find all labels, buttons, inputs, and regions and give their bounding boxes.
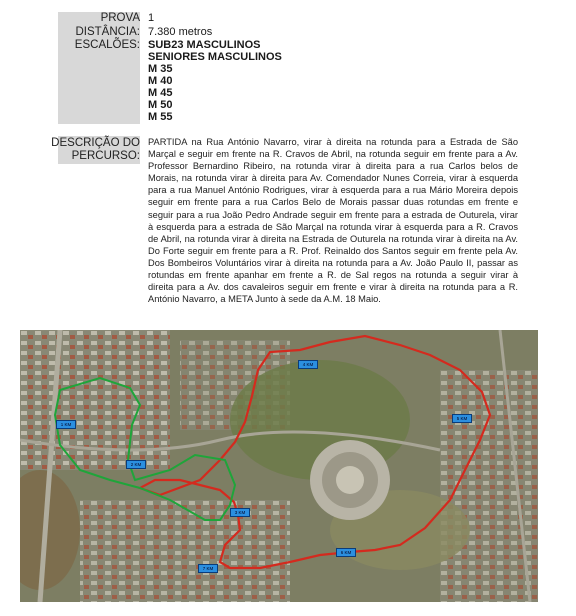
descricao-label-line1: DESCRIÇÃO DO xyxy=(51,137,140,149)
km-marker: 1 KM xyxy=(56,420,76,429)
km-marker: 2 KM xyxy=(126,460,146,469)
descricao-label-line2: PERCURSO: xyxy=(71,150,140,162)
prova-label: PROVA xyxy=(100,12,140,24)
escalao-item: M 45 xyxy=(148,87,173,99)
escaloes-label: ESCALÕES: xyxy=(74,39,140,51)
escalao-item: M 35 xyxy=(148,63,173,75)
descricao-text: PARTIDA na Rua António Navarro, virar à direita na rotunda para a Estrada de São Marçal e seguir em frente na R. Cravos de Abril, na rotunda seguir em frente para a Av. Professor Bernardino Ribeiro, na rotunda virar à direita para a rua Carlos belos de Morais, na rotunda virar à direita para Av. Comendador Nunes Correia, virar à esquerda para a rua Manuel António Rodrigues, virar à esquerda para a rua Mário Moreira depois seguir em frente para a rua Carlos Belo de Morais passar duas rotundas em frente e seguir para a rua João Pedro Andrade seguir em frente para a estrada de Outurela, virar à esquerda para a estrada de São Marçal na rotunda virar à esquerda para a R. Cravos de Abril, na rotunda virar à direita na Estrada de Outurela na rotunda virar à direita na Av. Do Forte seguir em frente para a R. Prof. Reinaldo dos Santos seguir em frente pela Av. Dos Bombeiros Voluntários virar à direita na rotunda para a Av. João Paulo II, passar as rotundas em frente apanhar em frente a R. de Sal regos na rotunda a seguir virar à direita para a Av. dos cavaleiros seguir em frente e virar à direita na rotunda para a R. António Navarro, a META Junto à sede da A.M. 18 Maio. xyxy=(148,137,518,305)
route-map xyxy=(20,330,538,602)
escalao-item: M 55 xyxy=(148,111,173,123)
km-marker: 4 KM xyxy=(298,360,318,369)
km-marker: 7 KM xyxy=(198,564,218,573)
distancia-label: DISTÂNCIA: xyxy=(75,26,140,38)
km-marker: 6 KM xyxy=(336,548,356,557)
km-marker: 5 KM xyxy=(452,414,472,423)
escalao-item: M 40 xyxy=(148,75,173,87)
distancia-value: 7.380 metros xyxy=(148,26,213,38)
escalao-item: SENIORES MASCULINOS xyxy=(148,51,282,63)
route-map-image xyxy=(20,330,538,602)
prova-value: 1 xyxy=(148,12,155,24)
km-marker: 3 KM xyxy=(230,508,250,517)
escalao-item: M 50 xyxy=(148,99,173,111)
escalao-item: SUB23 MASCULINOS xyxy=(148,39,261,51)
